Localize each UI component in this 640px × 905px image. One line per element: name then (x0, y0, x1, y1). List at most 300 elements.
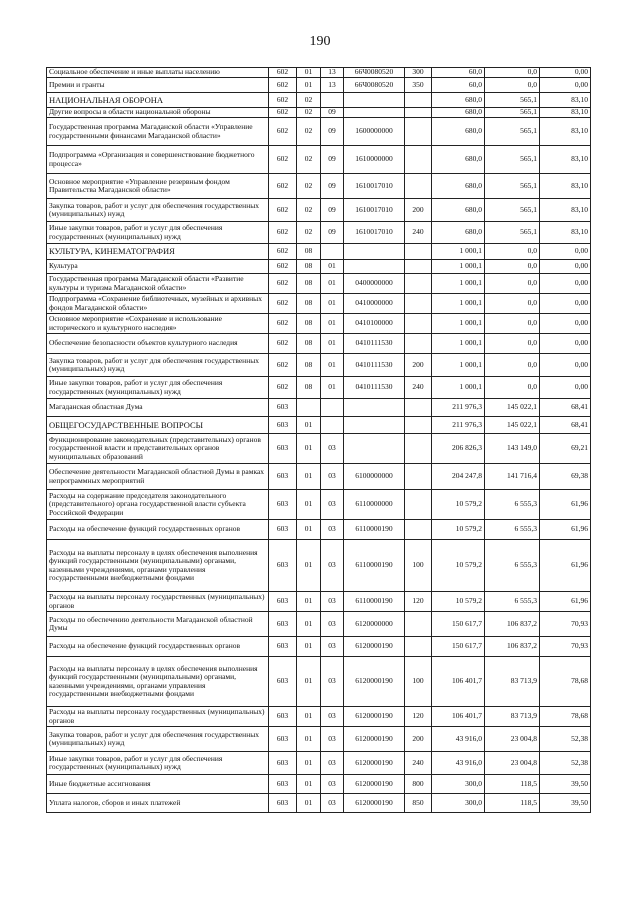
execution-percent: 61,96 (540, 540, 591, 592)
section-code (297, 399, 321, 417)
plan-amount: 680,0 (432, 174, 485, 199)
plan-amount: 680,0 (432, 118, 485, 146)
section-code: 01 (297, 68, 321, 78)
plan-amount: 300,0 (432, 775, 485, 794)
subsection-code (321, 417, 344, 434)
table-row (47, 727, 591, 752)
section-code: 02 (297, 118, 321, 146)
target-article-code: 1610000000 (344, 146, 405, 174)
actual-amount: 23 004,8 (485, 727, 540, 752)
row-name: Расходы на выплаты персоналу государственных (муниципальных) органов (47, 592, 269, 612)
ved-code: 602 (269, 274, 297, 294)
expense-type-code: 300 (405, 68, 432, 78)
actual-amount: 141 716,4 (485, 464, 540, 490)
ved-code: 602 (269, 244, 297, 260)
execution-percent: 61,96 (540, 490, 591, 520)
ved-code: 602 (269, 222, 297, 244)
table-row (47, 174, 591, 199)
plan-amount: 206 826,3 (432, 434, 485, 464)
table-row (47, 540, 591, 592)
target-article-code: 6120000190 (344, 794, 405, 813)
section-code: 02 (297, 108, 321, 118)
table-row (47, 794, 591, 813)
expense-type-code: 800 (405, 775, 432, 794)
ved-code: 602 (269, 174, 297, 199)
execution-percent: 0,00 (540, 260, 591, 274)
row-name: Расходы на обеспечение функций государственных органов (47, 637, 269, 657)
row-name: Иные бюджетные ассигнования (47, 775, 269, 794)
execution-percent: 0,00 (540, 354, 591, 377)
ved-code: 602 (269, 146, 297, 174)
table-row (47, 592, 591, 612)
ved-code: 603 (269, 637, 297, 657)
execution-percent: 0,00 (540, 294, 591, 314)
subsection-code: 03 (321, 520, 344, 540)
row-name: Иные закупки товаров, работ и услуг для обеспечения государственных (муниципальных) нужд (47, 377, 269, 399)
section-code: 01 (297, 520, 321, 540)
table-row (47, 520, 591, 540)
target-article-code (344, 399, 405, 417)
plan-amount: 211 976,3 (432, 417, 485, 434)
section-code: 01 (297, 707, 321, 727)
target-article-code: 0400000000 (344, 274, 405, 294)
subsection-code: 09 (321, 146, 344, 174)
target-article-code: 6120000190 (344, 752, 405, 775)
section-code: 01 (297, 592, 321, 612)
target-article-code: 6100000000 (344, 464, 405, 490)
subsection-code: 03 (321, 727, 344, 752)
row-name: Расходы на обеспечение функций государственных органов (47, 520, 269, 540)
expense-type-code (405, 108, 432, 118)
target-article-code: 0410000000 (344, 294, 405, 314)
row-name: Обеспечение безопасности объектов культурного наследия (47, 334, 269, 354)
row-name: КУЛЬТУРА, КИНЕМАТОГРАФИЯ (47, 244, 269, 260)
expense-type-code (405, 274, 432, 294)
expense-type-code: 200 (405, 354, 432, 377)
plan-amount: 1 000,1 (432, 274, 485, 294)
table-row (47, 657, 591, 707)
subsection-code: 03 (321, 592, 344, 612)
actual-amount: 565,1 (485, 222, 540, 244)
target-article-code: 6120000000 (344, 612, 405, 637)
execution-percent: 83,10 (540, 118, 591, 146)
execution-percent: 61,96 (540, 592, 591, 612)
row-name: Расходы на содержание председателя законодательного (представительного) органа государственной власти субъекта Российской Федерации (47, 490, 269, 520)
expense-type-code (405, 93, 432, 108)
target-article-code: 6120000190 (344, 727, 405, 752)
row-name: Магаданская областная Дума (47, 399, 269, 417)
execution-percent: 83,10 (540, 222, 591, 244)
section-code: 01 (297, 417, 321, 434)
row-name: Расходы на выплаты персоналу государственных (муниципальных) органов (47, 707, 269, 727)
subsection-code: 03 (321, 794, 344, 813)
table-row (47, 612, 591, 637)
section-code: 01 (297, 464, 321, 490)
plan-amount: 300,0 (432, 794, 485, 813)
expense-type-code: 240 (405, 752, 432, 775)
table-row (47, 93, 591, 108)
ved-code: 603 (269, 464, 297, 490)
subsection-code: 03 (321, 434, 344, 464)
expense-type-code (405, 260, 432, 274)
expense-type-code: 850 (405, 794, 432, 813)
actual-amount: 145 022,1 (485, 399, 540, 417)
target-article-code: 6120000190 (344, 637, 405, 657)
table-row (47, 274, 591, 294)
subsection-code (321, 93, 344, 108)
table-row (47, 490, 591, 520)
actual-amount: 0,0 (485, 294, 540, 314)
ved-code: 603 (269, 434, 297, 464)
table-row (47, 399, 591, 417)
section-code: 01 (297, 775, 321, 794)
plan-amount: 60,0 (432, 68, 485, 78)
subsection-code: 09 (321, 174, 344, 199)
section-code: 01 (297, 434, 321, 464)
actual-amount: 0,0 (485, 354, 540, 377)
table-row (47, 118, 591, 146)
plan-amount: 680,0 (432, 108, 485, 118)
plan-amount: 680,0 (432, 199, 485, 222)
subsection-code: 03 (321, 490, 344, 520)
subsection-code: 09 (321, 118, 344, 146)
expense-type-code: 100 (405, 657, 432, 707)
table-row (47, 637, 591, 657)
expense-type-code: 120 (405, 592, 432, 612)
subsection-code: 09 (321, 222, 344, 244)
plan-amount: 1 000,1 (432, 314, 485, 334)
plan-amount: 10 579,2 (432, 520, 485, 540)
table-row (47, 354, 591, 377)
row-name: Расходы по обеспечению деятельности Магаданской областной Думы (47, 612, 269, 637)
ved-code: 602 (269, 314, 297, 334)
actual-amount: 118,5 (485, 794, 540, 813)
actual-amount: 565,1 (485, 174, 540, 199)
table-row (47, 199, 591, 222)
subsection-code: 03 (321, 612, 344, 637)
actual-amount: 0,0 (485, 260, 540, 274)
actual-amount: 0,0 (485, 314, 540, 334)
section-code: 02 (297, 222, 321, 244)
ved-code: 602 (269, 68, 297, 78)
table-row (47, 222, 591, 244)
subsection-code: 03 (321, 775, 344, 794)
row-name: Подпрограмма «Организация и совершенствование бюджетного процесса» (47, 146, 269, 174)
target-article-code: 6120000190 (344, 657, 405, 707)
row-name: Основное мероприятие «Управление резервным фондом Правительства Магаданской области» (47, 174, 269, 199)
section-code: 01 (297, 794, 321, 813)
execution-percent: 78,68 (540, 707, 591, 727)
table-row (47, 78, 591, 93)
actual-amount: 565,1 (485, 108, 540, 118)
plan-amount: 1 000,1 (432, 244, 485, 260)
subsection-code: 03 (321, 707, 344, 727)
expense-type-code (405, 434, 432, 464)
ved-code: 603 (269, 399, 297, 417)
section-code: 01 (297, 612, 321, 637)
page-number: 190 (309, 34, 331, 49)
execution-percent: 83,10 (540, 174, 591, 199)
row-name: Культура (47, 260, 269, 274)
plan-amount: 1 000,1 (432, 294, 485, 314)
plan-amount: 680,0 (432, 93, 485, 108)
section-code: 01 (297, 727, 321, 752)
subsection-code: 03 (321, 637, 344, 657)
execution-percent: 52,38 (540, 727, 591, 752)
execution-percent: 0,00 (540, 334, 591, 354)
ved-code: 602 (269, 334, 297, 354)
ved-code: 602 (269, 294, 297, 314)
expense-type-code (405, 399, 432, 417)
execution-percent: 0,00 (540, 314, 591, 334)
ved-code: 602 (269, 354, 297, 377)
ved-code: 602 (269, 260, 297, 274)
row-name: Премии и гранты (47, 78, 269, 93)
actual-amount: 565,1 (485, 93, 540, 108)
execution-percent: 69,38 (540, 464, 591, 490)
actual-amount: 6 555,3 (485, 490, 540, 520)
table-row (47, 417, 591, 434)
actual-amount: 0,0 (485, 78, 540, 93)
row-name: Уплата налогов, сборов и иных платежей (47, 794, 269, 813)
target-article-code: 0410111530 (344, 334, 405, 354)
table-row (47, 294, 591, 314)
execution-percent: 0,00 (540, 68, 591, 78)
ved-code: 603 (269, 490, 297, 520)
ved-code: 602 (269, 199, 297, 222)
execution-percent: 0,00 (540, 244, 591, 260)
target-article-code: 1600000000 (344, 118, 405, 146)
section-code: 08 (297, 314, 321, 334)
actual-amount: 6 555,3 (485, 592, 540, 612)
row-name: Закупка товаров, работ и услуг для обеспечения государственных (муниципальных) нужд (47, 354, 269, 377)
subsection-code: 01 (321, 260, 344, 274)
table-row (47, 464, 591, 490)
expense-type-code (405, 314, 432, 334)
plan-amount: 43 916,0 (432, 727, 485, 752)
expense-type-code (405, 637, 432, 657)
section-code: 02 (297, 146, 321, 174)
actual-amount: 565,1 (485, 118, 540, 146)
table-row (47, 314, 591, 334)
ved-code: 602 (269, 78, 297, 93)
table-row (47, 707, 591, 727)
section-code: 08 (297, 274, 321, 294)
expense-type-code (405, 612, 432, 637)
target-article-code (344, 434, 405, 464)
ved-code: 603 (269, 592, 297, 612)
plan-amount: 1 000,1 (432, 334, 485, 354)
row-name: НАЦИОНАЛЬНАЯ ОБОРОНА (47, 93, 269, 108)
expense-type-code: 240 (405, 222, 432, 244)
execution-percent: 70,93 (540, 637, 591, 657)
plan-amount: 106 401,7 (432, 707, 485, 727)
plan-amount: 680,0 (432, 146, 485, 174)
row-name: Государственная программа Магаданской области «Управление государственными финансами Магаданской области» (47, 118, 269, 146)
target-article-code: 0410111530 (344, 377, 405, 399)
actual-amount: 23 004,8 (485, 752, 540, 775)
target-article-code: 66Ч0080520 (344, 68, 405, 78)
expense-type-code (405, 417, 432, 434)
target-article-code: 1610017010 (344, 222, 405, 244)
target-article-code (344, 108, 405, 118)
subsection-code: 01 (321, 294, 344, 314)
table-row (47, 377, 591, 399)
execution-percent: 83,10 (540, 93, 591, 108)
execution-percent: 83,10 (540, 199, 591, 222)
expense-type-code (405, 146, 432, 174)
ved-code: 602 (269, 377, 297, 399)
ved-code: 602 (269, 108, 297, 118)
section-code: 01 (297, 752, 321, 775)
table-row (47, 434, 591, 464)
actual-amount: 0,0 (485, 274, 540, 294)
target-article-code: 1610017010 (344, 199, 405, 222)
ved-code: 603 (269, 417, 297, 434)
actual-amount: 143 149,0 (485, 434, 540, 464)
section-code: 08 (297, 334, 321, 354)
ved-code: 603 (269, 707, 297, 727)
execution-percent: 61,96 (540, 520, 591, 540)
table-row (47, 146, 591, 174)
section-code: 01 (297, 637, 321, 657)
table-row (47, 260, 591, 274)
execution-percent: 83,10 (540, 146, 591, 174)
ved-code: 603 (269, 540, 297, 592)
row-name: Обеспечение деятельности Магаданской областной Думы в рамках непрограммных мероприятий (47, 464, 269, 490)
section-code: 01 (297, 540, 321, 592)
subsection-code: 01 (321, 274, 344, 294)
section-code: 02 (297, 199, 321, 222)
expense-type-code (405, 464, 432, 490)
execution-percent: 52,38 (540, 752, 591, 775)
subsection-code: 03 (321, 464, 344, 490)
budget-table (46, 67, 591, 813)
subsection-code (321, 399, 344, 417)
row-name: Расходы на выплаты персоналу в целях обеспечения выполнения функций государственными (муниципальными) органами, казенными учреждениями, органами управления государственными внебюджетными фондами (47, 540, 269, 592)
target-article-code: 6120000190 (344, 775, 405, 794)
actual-amount: 118,5 (485, 775, 540, 794)
ved-code: 602 (269, 118, 297, 146)
expense-type-code: 200 (405, 727, 432, 752)
expense-type-code: 100 (405, 540, 432, 592)
subsection-code: 01 (321, 334, 344, 354)
row-name: Иные закупки товаров, работ и услуг для обеспечения государственных (муниципальных) нужд (47, 222, 269, 244)
execution-percent: 70,93 (540, 612, 591, 637)
table-row (47, 108, 591, 118)
actual-amount: 106 837,2 (485, 612, 540, 637)
section-code: 08 (297, 294, 321, 314)
subsection-code: 03 (321, 540, 344, 592)
row-name: Другие вопросы в области национальной обороны (47, 108, 269, 118)
ved-code: 603 (269, 775, 297, 794)
row-name: Социальное обеспечение и иные выплаты населению (47, 68, 269, 78)
section-code: 08 (297, 354, 321, 377)
actual-amount: 0,0 (485, 244, 540, 260)
execution-percent: 68,41 (540, 417, 591, 434)
execution-percent: 0,00 (540, 274, 591, 294)
execution-percent: 68,41 (540, 399, 591, 417)
actual-amount: 0,0 (485, 334, 540, 354)
actual-amount: 6 555,3 (485, 520, 540, 540)
plan-amount: 204 247,8 (432, 464, 485, 490)
expense-type-code: 240 (405, 377, 432, 399)
expense-type-code (405, 520, 432, 540)
subsection-code: 09 (321, 199, 344, 222)
subsection-code: 03 (321, 752, 344, 775)
target-article-code: 6110000190 (344, 592, 405, 612)
row-name: Закупка товаров, работ и услуг для обеспечения государственных (муниципальных) нужд (47, 727, 269, 752)
target-article-code (344, 93, 405, 108)
plan-amount: 10 579,2 (432, 490, 485, 520)
subsection-code: 13 (321, 78, 344, 93)
row-name: Государственная программа Магаданской области «Развитие культуры и туризма Магаданской области» (47, 274, 269, 294)
actual-amount: 145 022,1 (485, 417, 540, 434)
row-name: Иные закупки товаров, работ и услуг для обеспечения государственных (муниципальных) нужд (47, 752, 269, 775)
actual-amount: 6 555,3 (485, 540, 540, 592)
target-article-code (344, 244, 405, 260)
plan-amount: 10 579,2 (432, 592, 485, 612)
ved-code: 603 (269, 794, 297, 813)
target-article-code: 0410111530 (344, 354, 405, 377)
expense-type-code: 200 (405, 199, 432, 222)
target-article-code: 6110000000 (344, 490, 405, 520)
actual-amount: 83 713,9 (485, 657, 540, 707)
ved-code: 603 (269, 727, 297, 752)
table-row (47, 334, 591, 354)
expense-type-code (405, 244, 432, 260)
section-code: 02 (297, 93, 321, 108)
expense-type-code (405, 294, 432, 314)
table-row (47, 244, 591, 260)
target-article-code: 0410100000 (344, 314, 405, 334)
ved-code: 603 (269, 657, 297, 707)
section-code: 08 (297, 260, 321, 274)
row-name: Подпрограмма «Сохранение библиотечных, музейных и архивных фондов Магаданской области» (47, 294, 269, 314)
plan-amount: 680,0 (432, 222, 485, 244)
target-article-code: 6110000190 (344, 540, 405, 592)
plan-amount: 1 000,1 (432, 377, 485, 399)
execution-percent: 39,50 (540, 794, 591, 813)
row-name: Функционирование законодательных (представительных) органов государственной власти и представительных органов муниципальных образований (47, 434, 269, 464)
actual-amount: 0,0 (485, 377, 540, 399)
plan-amount: 1 000,1 (432, 354, 485, 377)
plan-amount: 1 000,1 (432, 260, 485, 274)
ved-code: 603 (269, 752, 297, 775)
section-code: 02 (297, 174, 321, 199)
ved-code: 602 (269, 93, 297, 108)
plan-amount: 43 916,0 (432, 752, 485, 775)
subsection-code: 01 (321, 354, 344, 377)
section-code: 08 (297, 244, 321, 260)
row-name: Основное мероприятие «Сохранение и использование исторического и культурного наследия» (47, 314, 269, 334)
expense-type-code (405, 118, 432, 146)
target-article-code: 1610017010 (344, 174, 405, 199)
target-article-code (344, 260, 405, 274)
subsection-code: 01 (321, 314, 344, 334)
actual-amount: 106 837,2 (485, 637, 540, 657)
actual-amount: 83 713,9 (485, 707, 540, 727)
ved-code: 603 (269, 612, 297, 637)
table-row (47, 752, 591, 775)
expense-type-code (405, 334, 432, 354)
execution-percent: 39,50 (540, 775, 591, 794)
actual-amount: 0,0 (485, 68, 540, 78)
expense-type-code (405, 174, 432, 199)
row-name: Расходы на выплаты персоналу в целях обеспечения выполнения функций государственными (муниципальными) органами, казенными учреждениями, органами управления государственными внебюджетными фондами (47, 657, 269, 707)
subsection-code: 09 (321, 108, 344, 118)
target-article-code: 66Ч0080520 (344, 78, 405, 93)
